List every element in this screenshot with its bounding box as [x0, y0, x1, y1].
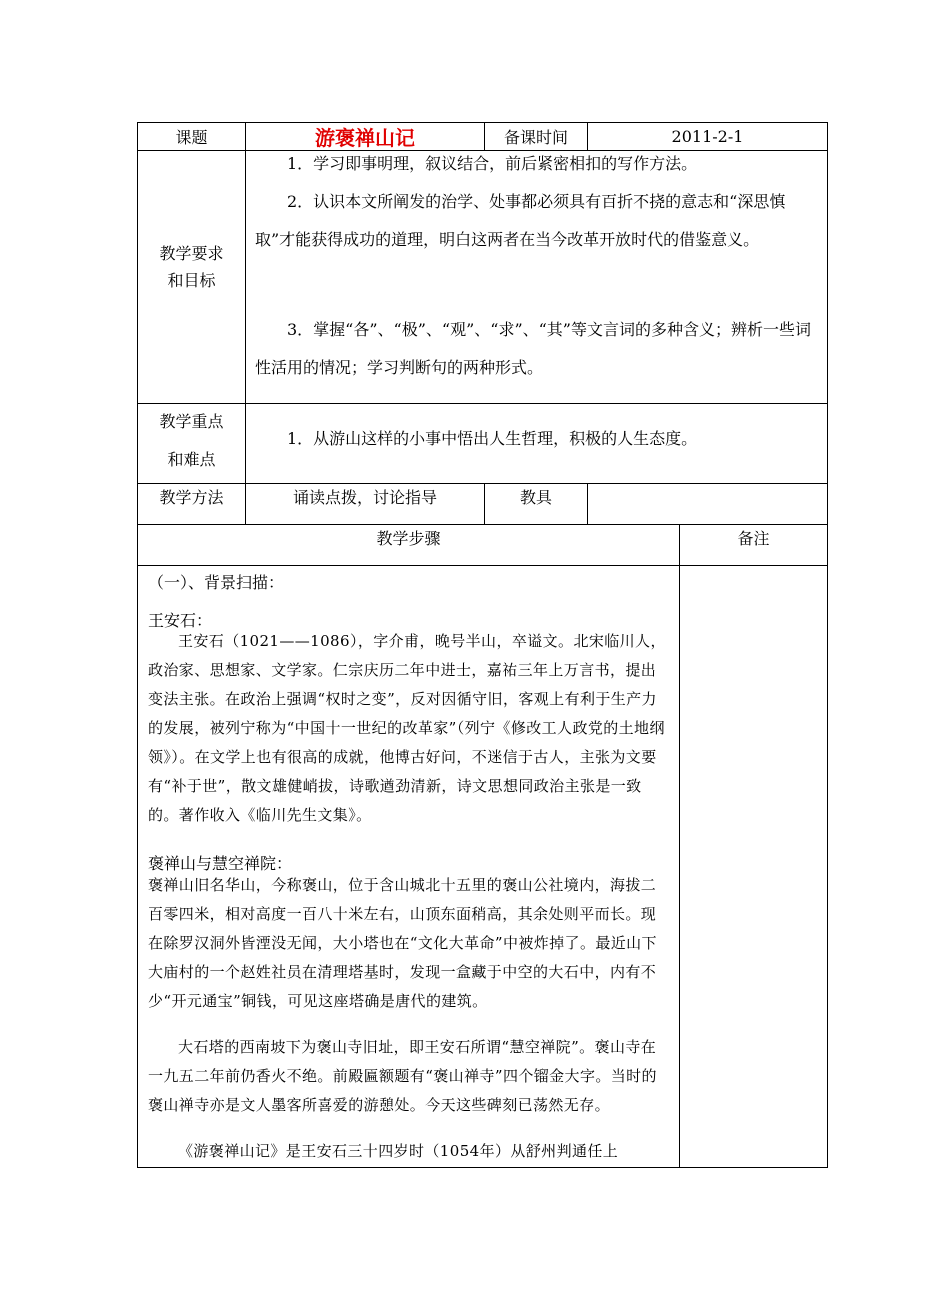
table-border-right — [827, 122, 828, 1168]
section-background-heading: （一）、背景扫描： — [148, 573, 285, 592]
tools-label: 教具 — [519, 488, 552, 507]
goals-label-line2: 和目标 — [167, 271, 216, 290]
wang-anshi-paragraph: 王安石（1021——1086），字介甫，晚号半山，卒谥文。北宋临川人，政治家、思想家、文学家。仁宗庆历二年中进士，嘉祐三年上万言书，提出变法主张。在政治上强调“权时之变”，反对因循守旧，客观上有利于生产力的发展，被列宁称为“中国十一世纪的改革家”（列宁《修改工人政党的土地纲领》）。在文学上也有很高的成就，他博古好问，不迷信于古人，主张为文要有“补于世”，散文雄健峭拔，诗歌遒劲清新，诗文思想同政治主张是一致的。著作收入《临川先生文集》。 — [148, 632, 666, 824]
prep-date: 2011-2-1 — [671, 127, 744, 146]
keypoints-label-line1: 教学重点 — [159, 412, 224, 431]
keypoint-item-1: 1．从游山这样的小事中悟出人生哲理，积极的人生态度。 — [287, 429, 698, 448]
topic-label: 课题 — [175, 128, 208, 147]
prep-time-label: 备课时间 — [503, 128, 568, 147]
row-divider — [137, 524, 828, 525]
goal-item-2: 2．认识本文所阐发的治学、处事都必须具有百折不挠的意志和“深思慎取”才能获得成功的道理，明白这两者在当今改革开放时代的借鉴意义。 — [255, 192, 786, 249]
row-divider — [137, 565, 828, 566]
subheading-wang-anshi: 王安石： — [148, 611, 213, 630]
keypoints-label-line2: 和难点 — [167, 450, 216, 469]
steps-label: 教学步骤 — [376, 529, 441, 548]
col-divider — [587, 483, 588, 525]
subheading-baochan-mountain: 褒禅山与慧空禅院： — [148, 854, 293, 873]
goals-label — [138, 240, 245, 294]
lesson-title: 游褒禅山记 — [315, 126, 415, 150]
notes-label: 备注 — [737, 529, 770, 548]
col-divider — [245, 122, 246, 524]
baochan-paragraph: 褒禅山旧名华山，今称褒山，位于含山城北十五里的褒山公社境内，海拔二百零四米，相对高度一百八十米左右，山顶东面稍高，其余处则平而长。现在除罗汉洞外皆湮没无闻，大小塔也在“文化大革命”中被炸掉了。最近山下大庙村的一个赵姓社员在清理塔基时，发现一盒藏于中空的大石中，内有不少“开元通宝”铜钱，可见这座塔确是唐代的建筑。 — [148, 876, 657, 1010]
method-value: 诵读点拨，讨论指导 — [292, 488, 437, 507]
goal-item-3: 3．掌握“各”、“极”、“观”、“求”、“其”等文言词的多种含义；辨析一些词性活用的情况；学习判断句的两种形式。 — [255, 320, 811, 377]
col-divider — [679, 524, 680, 1168]
table-border-bottom — [137, 1167, 828, 1168]
keypoints-label — [138, 403, 245, 479]
temple-paragraph: 大石塔的西南坡下为褒山寺旧址，即王安石所谓“慧空禅院”。褒山寺在一九五二年前仍香火不绝。前殿匾额题有“褒山禅寺”四个镏金大字。当时的褒山禅寺亦是文人墨客所喜爱的游憩处。今天这些碑刻已荡然无存。 — [148, 1038, 657, 1114]
goals-label-line1: 教学要求 — [159, 244, 224, 263]
goal-item-1: 1．学习即事明理，叙议结合，前后紧密相扣的写作方法。 — [287, 154, 698, 173]
essay-paragraph: 《游褒禅山记》是王安石三十四岁时（1054年）从舒州判通任上 — [178, 1142, 619, 1160]
method-label: 教学方法 — [159, 488, 224, 507]
row-divider — [137, 483, 828, 484]
